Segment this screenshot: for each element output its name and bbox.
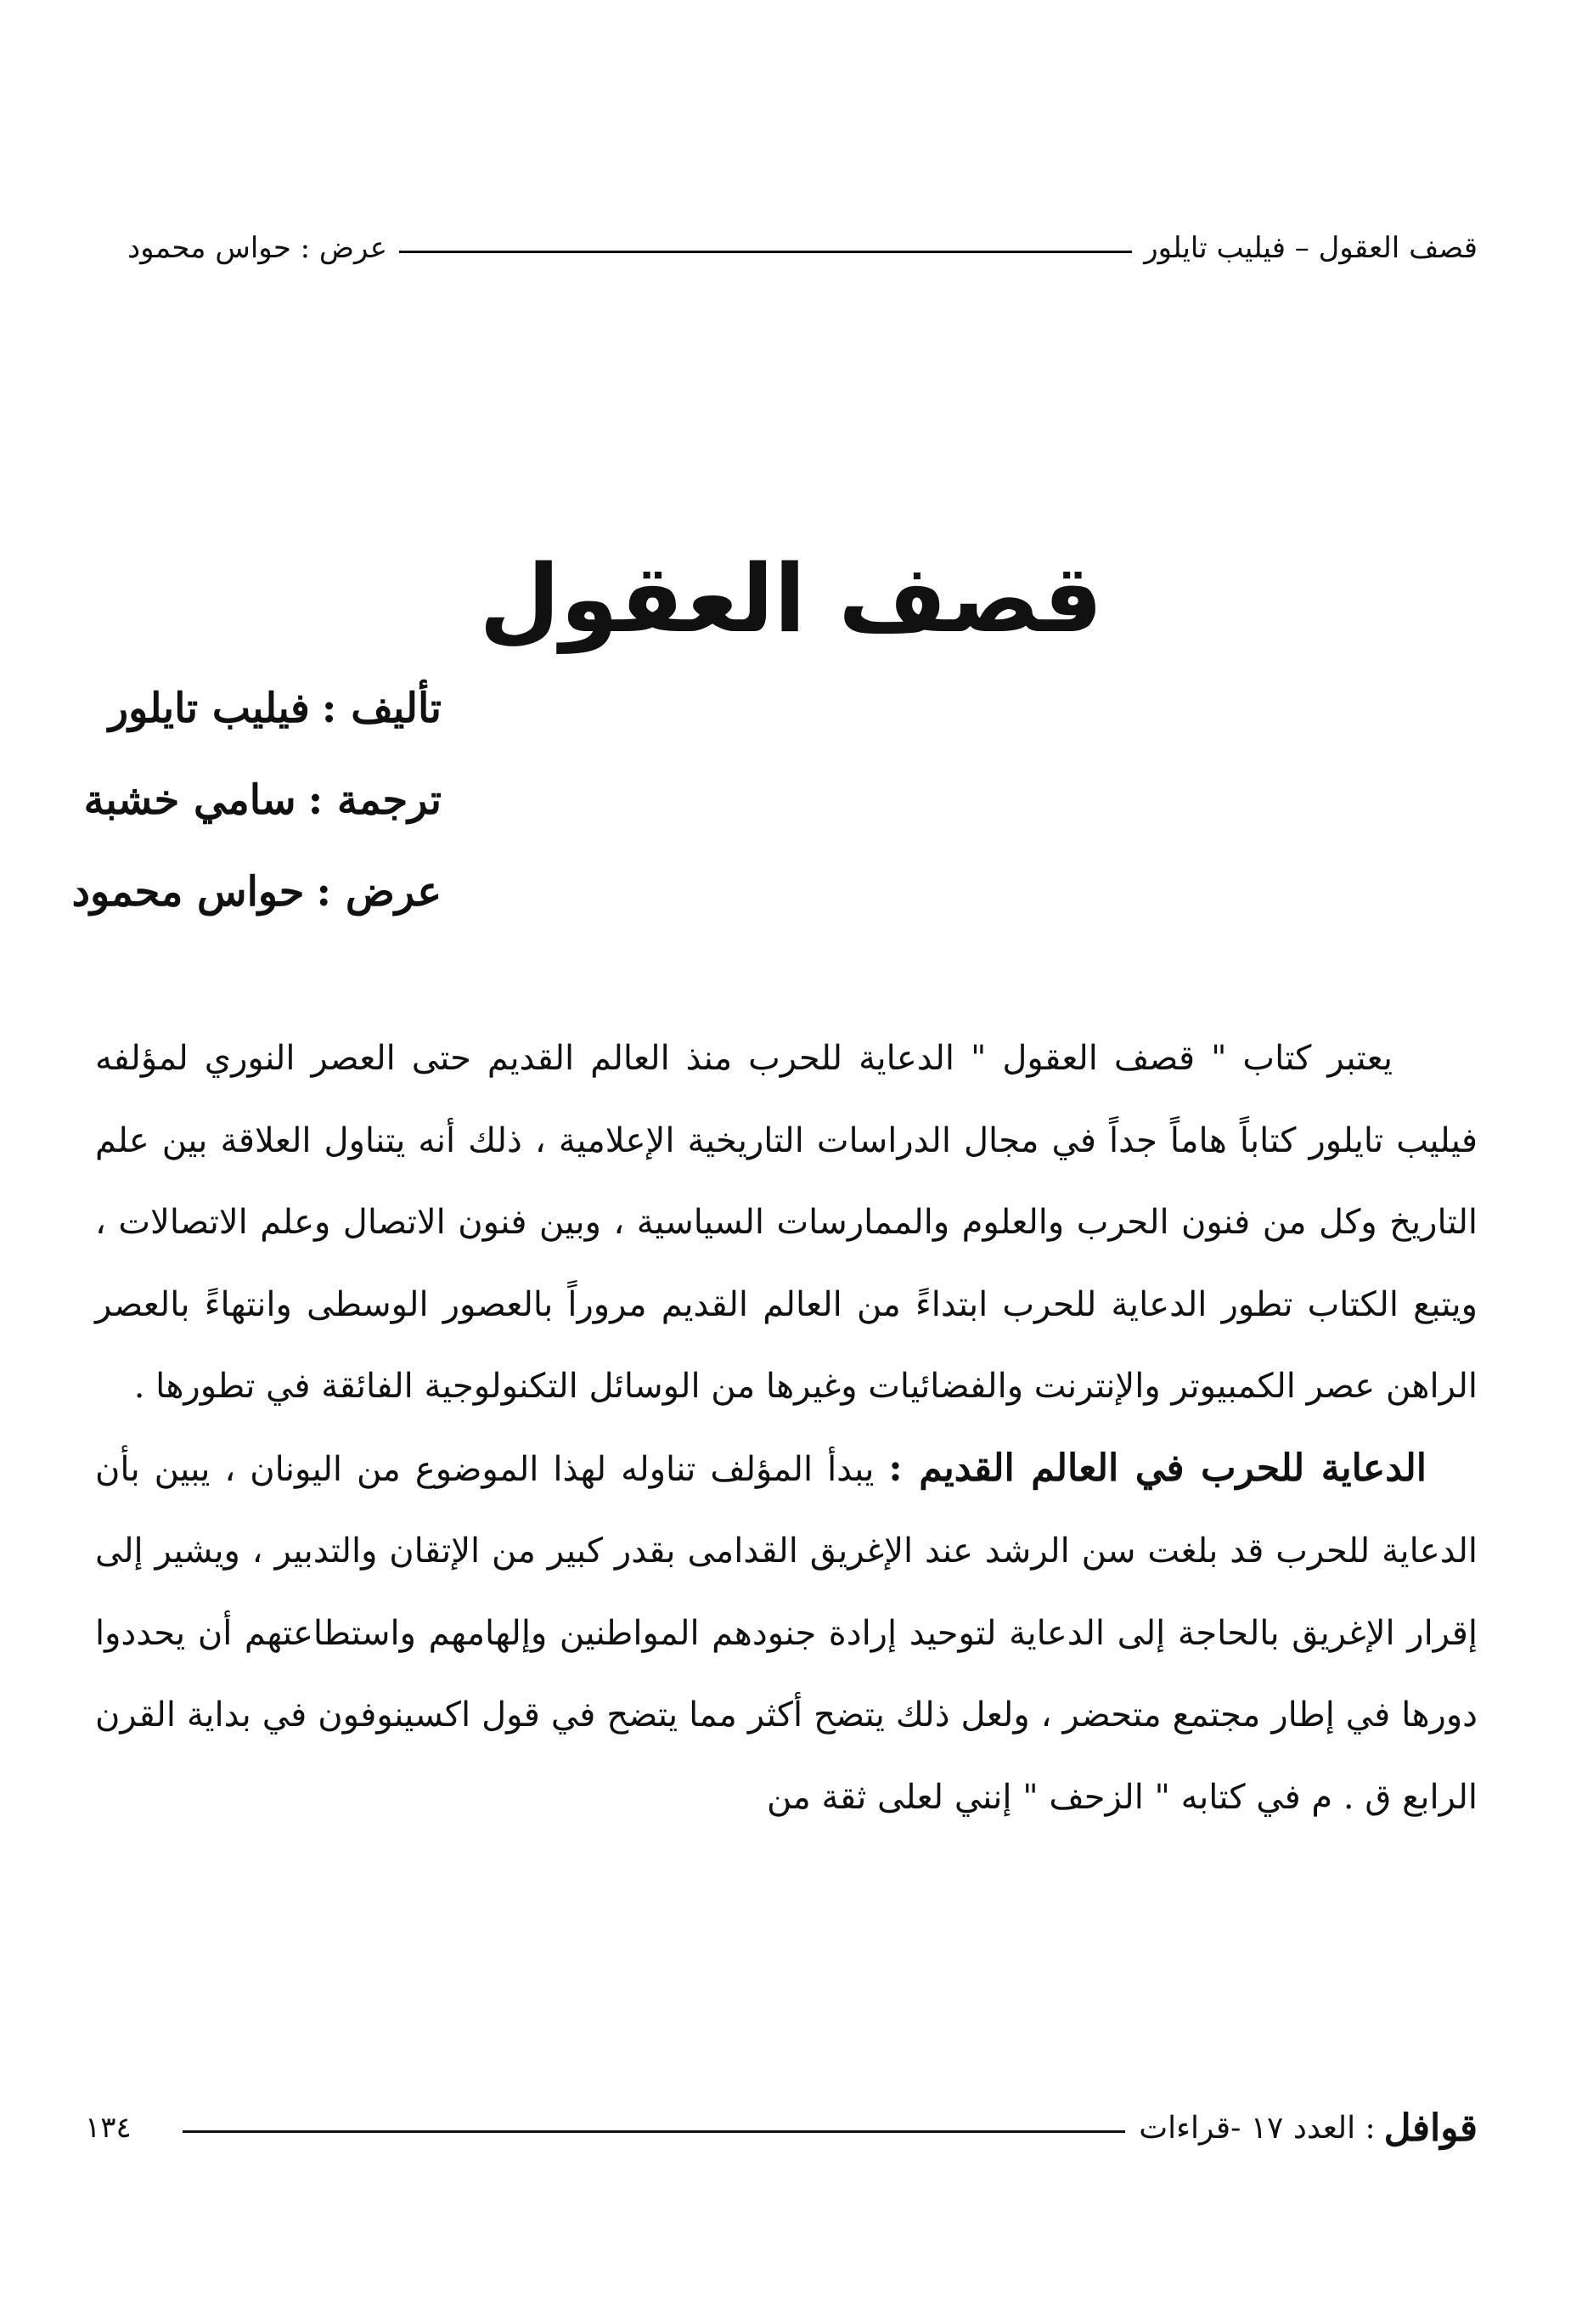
body-paragraph-1: يعتبر كتاب " قصف العقول " الدعاية للحرب منذ العالم القديم حتى العصر النوري لمؤلفه فيليب تايلور كتاباً هاماً جداً في مجال الدراسات التاريخية الإعلامية ، ذلك أنه يتناول العلاقة بين علم التاريخ وكل من فنون الحرب والعلوم والممارسات السياسية ، وبين فنون الاتصال وعلم الاتصالات ، ويتبع الكتاب تطور الدعاية للحرب ابتداءً من العالم القديم مروراً بالعصور الوسطى وانتهاءً بالعصر الراهن عصر الكمبيوتر والإنترنت والفضائيات وغيرها من الوسائل التكنولوجية الفائقة في تطورها . <box>95 1039 1478 1406</box>
footer-issue: : العدد ١٧ -قراءات <box>1139 2110 1376 2146</box>
header-book-title: قصف العقول – فيليب تايلور <box>1144 231 1478 265</box>
footer-rule <box>183 2130 1125 2133</box>
credit-reviewer-label: عرض : <box>316 868 442 916</box>
credit-reviewer <box>71 846 442 938</box>
footer-journal-name: قوافل <box>1383 2106 1478 2150</box>
credit-author <box>85 663 442 754</box>
credit-translator-value: سامي خشبة <box>83 776 296 824</box>
body-paragraph-2-text: يبدأ المؤلف تناوله لهذا الموضوع من اليونان ، يبين بأن الدعاية للحرب قد بلغت سن الرشد عند الإغريق القدامى بقدر كبير من الإتقان والتدبير ، ويشير إلى إقرار الإغريق بالحاجة إلى الدعاية لتوحيد إرادة جنودهم المواطنين وإلهامهم واستطاعتهم أن يحددوا دورها في إطار مجتمع متحضر ، ولعل ذلك يتضح أكثر مما يتضح في قول اكسينوفون في بداية القرن الرابع ق . م في كتابه " الزحف " إنني لعلى ثقة من <box>95 1449 1478 1817</box>
header-reviewer: عرض : حواس محمود <box>127 231 388 265</box>
body-paragraph-2 <box>95 1428 1478 1839</box>
page-number: ١٣٤ <box>85 2111 132 2145</box>
article-body <box>95 1018 1478 1838</box>
credit-reviewer-value: حواس محمود <box>71 868 305 916</box>
running-header <box>127 223 1478 274</box>
running-footer <box>85 2098 1478 2158</box>
article-title: قصف العقول <box>479 544 1103 653</box>
credits-block <box>71 663 442 938</box>
credit-translator-label: ترجمة : <box>307 776 442 824</box>
credit-author-label: تأليف : <box>321 685 442 732</box>
credit-translator <box>85 754 442 846</box>
credit-author-value: فيليب تايلور <box>108 685 310 732</box>
header-rule <box>399 251 1132 253</box>
section-subheading: الدعاية للحرب في العالم القديم : <box>888 1446 1427 1490</box>
